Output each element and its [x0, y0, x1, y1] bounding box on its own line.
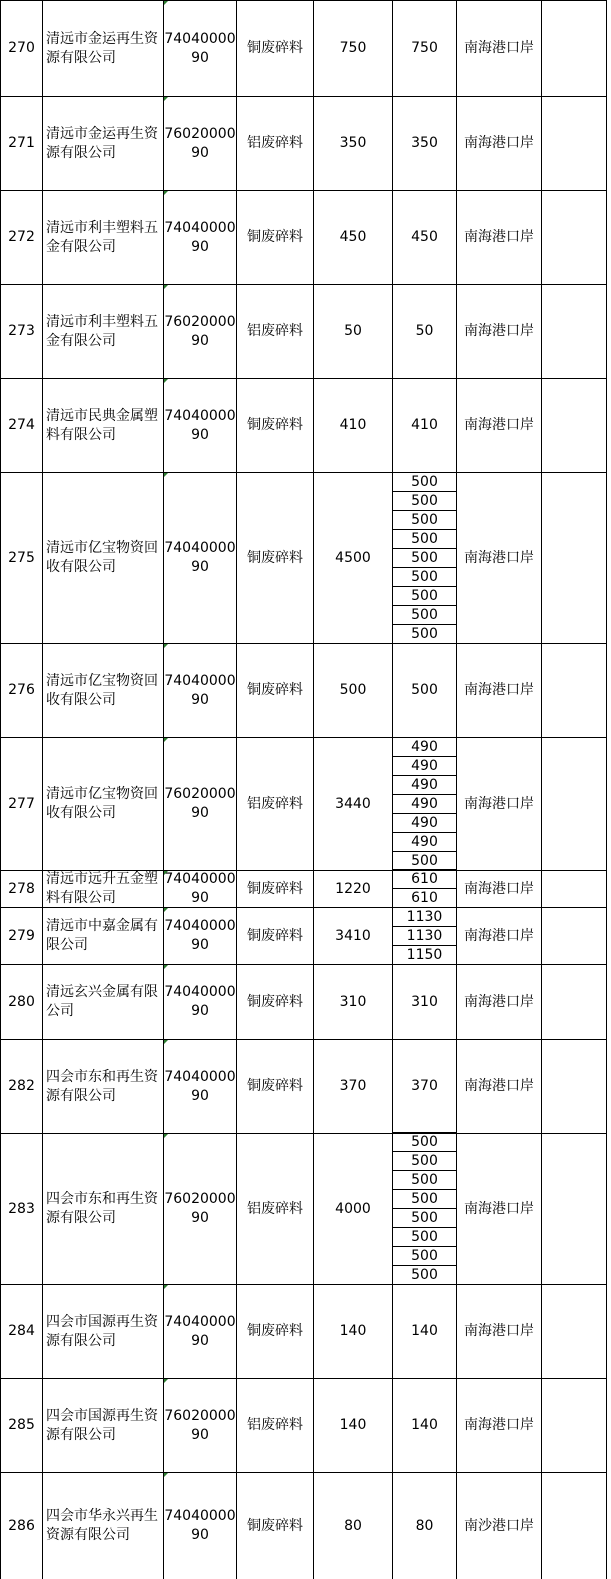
- company-name: 清远市金运再生资源有限公司: [46, 125, 158, 161]
- lot-quantity: 140: [411, 1417, 438, 1433]
- port-of-entry: 南海港口岸: [464, 135, 534, 151]
- hs-code-part: 74040000: [164, 1508, 236, 1524]
- row-number: 285: [8, 1417, 35, 1433]
- lot-quantity: 500: [411, 1134, 438, 1150]
- company-name: 清远玄兴金属有限公司: [46, 984, 158, 1019]
- lot-quantity: 500: [411, 512, 438, 528]
- goods-name: 铝废碎料: [247, 795, 303, 812]
- text-format-marker-icon: [164, 871, 168, 875]
- lot-quantity: 490: [411, 815, 438, 831]
- text-format-marker-icon: [164, 191, 168, 195]
- lot-quantity: 350: [411, 135, 438, 151]
- hs-code: [164, 644, 236, 737]
- row-number: 284: [8, 1323, 35, 1339]
- company-name: 清远市利丰塑料五金有限公司: [46, 219, 158, 255]
- hs-code-part: 90: [191, 937, 209, 953]
- lot-quantity: 50: [415, 323, 434, 339]
- hs-code: [164, 1285, 236, 1378]
- goods-name: 铜废碎料: [247, 1078, 303, 1094]
- hs-code: [164, 1379, 236, 1472]
- lot-quantity: 500: [411, 853, 438, 869]
- lot-quantity: 610: [411, 890, 438, 906]
- lot-quantity: 450: [411, 229, 438, 245]
- lot-quantity: 610: [411, 871, 438, 887]
- total-quantity: 1220: [335, 880, 371, 897]
- company-name: 四会市国源再生资源有限公司: [46, 1407, 158, 1443]
- lot-quantity: 500: [411, 1267, 438, 1283]
- row-number: 277: [8, 795, 35, 812]
- row-number: 282: [8, 1078, 35, 1094]
- text-format-marker-icon: [164, 738, 168, 742]
- empty-cell: [542, 1134, 606, 1284]
- goods-name: 铜废碎料: [247, 549, 303, 566]
- lot-quantity: 1130: [406, 928, 443, 944]
- hs-code-part: 76020000: [164, 313, 236, 330]
- hs-code-part: 90: [191, 559, 209, 575]
- total-quantity: 80: [344, 1517, 362, 1534]
- text-format-marker-icon: [164, 965, 168, 969]
- port-of-entry: 南海港口岸: [464, 229, 534, 245]
- hs-code-part: 76020000: [164, 125, 236, 142]
- hs-code-part: 90: [191, 890, 209, 906]
- row-number: 274: [8, 417, 35, 433]
- lot-quantity: 500: [411, 1191, 438, 1207]
- lot-quantity: 140: [411, 1323, 438, 1339]
- company-name: 清远市金运再生资源有限公司: [46, 30, 158, 66]
- lot-quantity: 500: [411, 493, 438, 509]
- hs-code-part: 74040000: [164, 407, 236, 424]
- lot-quantity: 500: [411, 1248, 438, 1264]
- hs-code: [164, 1040, 236, 1133]
- hs-code-part: 90: [191, 691, 209, 708]
- port-of-entry: 南海港口岸: [464, 323, 534, 339]
- row-number: 286: [8, 1517, 35, 1534]
- goods-name: 铜废碎料: [247, 229, 303, 245]
- text-format-marker-icon: [164, 908, 168, 912]
- lot-quantity: 500: [411, 550, 438, 566]
- row-number: 270: [8, 40, 35, 56]
- lot-quantity: 500: [411, 1210, 438, 1226]
- hs-code-part: 90: [191, 1332, 209, 1349]
- hs-code-part: 90: [191, 144, 209, 161]
- hs-code: [164, 1, 236, 96]
- lot-quantity: 490: [411, 758, 438, 774]
- goods-name: 铝废碎料: [247, 1200, 303, 1217]
- lot-quantity: 490: [411, 739, 438, 755]
- port-of-entry: 南海港口岸: [464, 927, 534, 944]
- hs-code-part: 90: [191, 49, 209, 66]
- lot-quantity: 490: [411, 796, 438, 812]
- total-quantity: 4500: [335, 549, 371, 566]
- company-name: 清远市远升五金塑料有限公司: [46, 871, 158, 906]
- text-format-marker-icon: [164, 1379, 168, 1383]
- empty-cell: [542, 473, 606, 643]
- lot-quantity: 500: [411, 474, 438, 490]
- port-of-entry: 南海港口岸: [464, 795, 534, 812]
- goods-name: 铜废碎料: [247, 880, 303, 897]
- hs-code-part: 74040000: [164, 984, 236, 1000]
- hs-code: [164, 473, 236, 643]
- hs-code: [164, 97, 236, 190]
- row-number: 279: [8, 927, 35, 944]
- lot-quantity: 80: [415, 1517, 434, 1534]
- lot-quantity: 500: [411, 607, 438, 623]
- hs-code-part: 90: [191, 1210, 209, 1226]
- goods-name: 铜废碎料: [247, 682, 303, 698]
- company-name: 四会市华永兴再生资源有限公司: [46, 1508, 158, 1543]
- hs-code-part: 90: [191, 1527, 209, 1543]
- empty-cell: [542, 965, 606, 1039]
- total-quantity: 370: [339, 1078, 367, 1094]
- goods-name: 铜废碎料: [247, 1517, 303, 1534]
- lot-quantity: 500: [411, 1172, 438, 1188]
- hs-code: [164, 285, 236, 378]
- hs-code: [164, 1473, 236, 1579]
- hs-code-part: 90: [191, 238, 209, 255]
- empty-cell: [542, 908, 606, 964]
- hs-code-part: 74040000: [164, 1068, 236, 1085]
- port-of-entry: 南海港口岸: [464, 880, 534, 897]
- hs-code: [164, 965, 236, 1039]
- port-of-entry: 南海港口岸: [464, 682, 534, 698]
- empty-cell: [542, 379, 606, 472]
- lot-quantity: 500: [411, 626, 438, 642]
- company-name: 清远市利丰塑料五金有限公司: [46, 313, 158, 349]
- total-quantity: 410: [339, 417, 367, 433]
- goods-name: 铜废碎料: [247, 993, 303, 1010]
- total-quantity: 310: [339, 993, 367, 1010]
- text-format-marker-icon: [164, 644, 168, 648]
- goods-name: 铝废碎料: [247, 135, 303, 151]
- hs-code-part: 90: [191, 805, 209, 821]
- text-format-marker-icon: [164, 1040, 168, 1044]
- hs-code-part: 90: [191, 1426, 209, 1443]
- empty-cell: [542, 1473, 606, 1579]
- lot-quantity: 500: [411, 1229, 438, 1245]
- lot-quantity: 310: [411, 993, 438, 1010]
- lot-quantity: 410: [411, 417, 438, 433]
- row-number: 275: [8, 549, 35, 566]
- lot-quantity: 1130: [406, 909, 443, 925]
- hs-code: [164, 1134, 236, 1284]
- company-name: 清远市亿宝物资回收有限公司: [46, 786, 158, 821]
- total-quantity: 3440: [335, 795, 371, 812]
- total-quantity: 50: [344, 323, 362, 339]
- port-of-entry: 南海港口岸: [464, 1078, 534, 1094]
- port-of-entry: 南海港口岸: [464, 1417, 534, 1433]
- goods-name: 铜废碎料: [247, 40, 303, 56]
- text-format-marker-icon: [164, 1285, 168, 1289]
- hs-code-part: 76020000: [164, 786, 236, 802]
- row-number: 272: [8, 229, 35, 245]
- total-quantity: 4000: [335, 1200, 371, 1217]
- hs-code-part: 90: [191, 332, 209, 349]
- hs-code: [164, 379, 236, 472]
- empty-cell: [542, 285, 606, 378]
- hs-code: [164, 191, 236, 284]
- lot-quantity: 500: [411, 569, 438, 585]
- goods-name: 铝废碎料: [247, 1417, 303, 1433]
- goods-name: 铜废碎料: [247, 417, 303, 433]
- text-format-marker-icon: [164, 97, 168, 101]
- lot-quantity: 500: [411, 588, 438, 604]
- hs-code-part: 74040000: [164, 219, 236, 236]
- lot-quantity: 370: [411, 1078, 438, 1094]
- lot-quantity: 490: [411, 777, 438, 793]
- row-number: 271: [8, 135, 35, 151]
- text-format-marker-icon: [164, 1134, 168, 1138]
- total-quantity: 750: [339, 40, 367, 56]
- row-number: 280: [8, 993, 35, 1010]
- company-name: 四会市东和再生资源有限公司: [46, 1068, 158, 1104]
- lot-quantity: 500: [411, 531, 438, 547]
- total-quantity: 140: [339, 1323, 367, 1339]
- lot-quantity: 750: [411, 40, 438, 56]
- total-quantity: 350: [339, 135, 367, 151]
- company-name: 清远市中嘉金属有限公司: [46, 918, 158, 953]
- empty-cell: [542, 871, 606, 907]
- hs-code-part: 76020000: [164, 1191, 236, 1207]
- total-quantity: 500: [339, 682, 367, 698]
- company-name: 四会市国源再生资源有限公司: [46, 1313, 158, 1349]
- empty-cell: [542, 191, 606, 284]
- lot-quantity: 500: [411, 682, 438, 698]
- lot-quantity: 490: [411, 834, 438, 850]
- hs-code-part: 74040000: [164, 918, 236, 934]
- goods-name: 铜废碎料: [247, 1323, 303, 1339]
- hs-code-part: 74040000: [164, 1313, 236, 1330]
- port-of-entry: 南海港口岸: [464, 1200, 534, 1217]
- company-name: 四会市东和再生资源有限公司: [46, 1191, 158, 1226]
- hs-code: [164, 908, 236, 964]
- text-format-marker-icon: [164, 379, 168, 383]
- empty-cell: [542, 644, 606, 737]
- port-of-entry: 南沙港口岸: [464, 1517, 534, 1534]
- company-name: 清远市亿宝物资回收有限公司: [46, 672, 158, 708]
- row-number: 276: [8, 682, 35, 698]
- port-of-entry: 南海港口岸: [464, 549, 534, 566]
- empty-cell: [542, 1285, 606, 1378]
- empty-cell: [542, 1, 606, 96]
- port-of-entry: 南海港口岸: [464, 993, 534, 1010]
- lot-quantity: 500: [411, 1153, 438, 1169]
- row-number: 283: [8, 1200, 35, 1217]
- row-number: 273: [8, 323, 35, 339]
- empty-cell: [542, 738, 606, 870]
- hs-code-part: 76020000: [164, 1407, 236, 1424]
- hs-code-part: 90: [191, 1087, 209, 1104]
- hs-code-part: 74040000: [164, 30, 236, 47]
- hs-code-part: 74040000: [164, 672, 236, 689]
- text-format-marker-icon: [164, 285, 168, 289]
- row-number: 278: [8, 880, 35, 897]
- hs-code: [164, 738, 236, 870]
- empty-cell: [542, 1040, 606, 1133]
- empty-cell: [542, 1379, 606, 1472]
- hs-code-part: 74040000: [164, 540, 236, 556]
- text-format-marker-icon: [164, 1, 168, 5]
- total-quantity: 450: [339, 229, 367, 245]
- total-quantity: 3410: [335, 927, 371, 944]
- port-of-entry: 南海港口岸: [464, 417, 534, 433]
- hs-code: [164, 871, 236, 907]
- text-format-marker-icon: [164, 473, 168, 477]
- port-of-entry: 南海港口岸: [464, 1323, 534, 1339]
- hs-code-part: 90: [191, 426, 209, 443]
- lot-quantity: 1150: [406, 947, 443, 963]
- company-name: 清远市亿宝物资回收有限公司: [46, 540, 158, 575]
- goods-name: 铜废碎料: [247, 927, 303, 944]
- total-quantity: 140: [339, 1417, 367, 1433]
- hs-code-part: 90: [191, 1003, 209, 1019]
- goods-name: 铝废碎料: [247, 323, 303, 339]
- hs-code-part: 74040000: [164, 871, 236, 887]
- port-of-entry: 南海港口岸: [464, 40, 534, 56]
- text-format-marker-icon: [164, 1473, 168, 1477]
- empty-cell: [542, 97, 606, 190]
- company-name: 清远市民典金属塑料有限公司: [46, 407, 158, 443]
